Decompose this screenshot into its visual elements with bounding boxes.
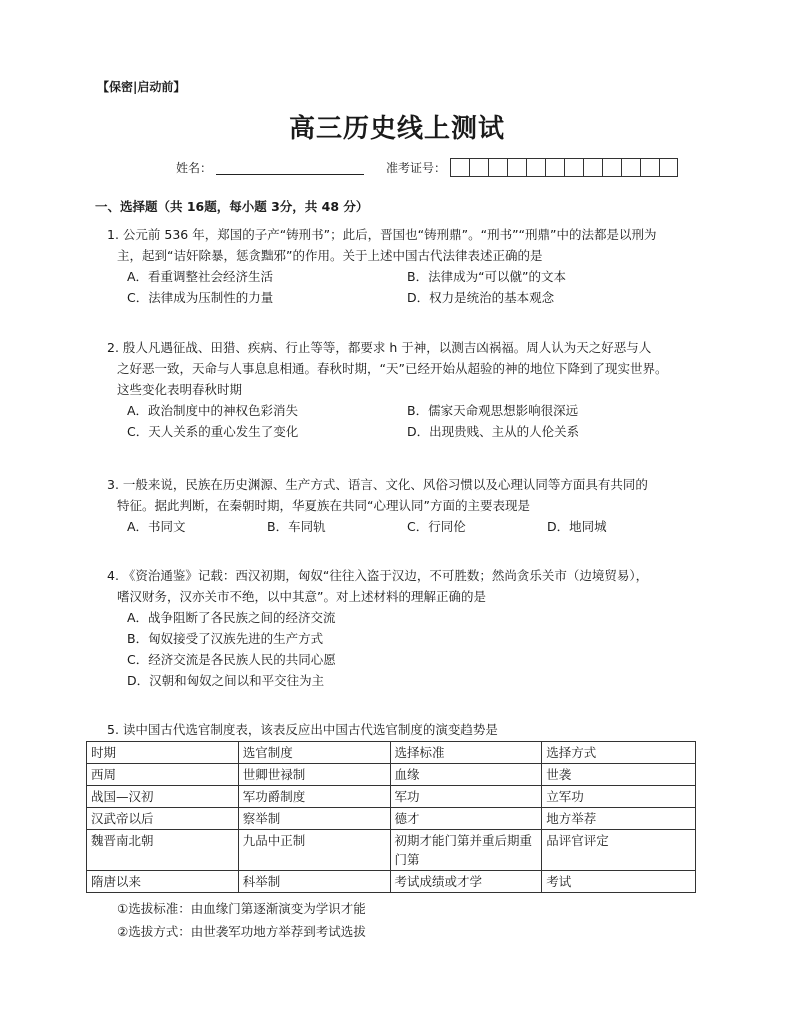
question-stem-cont: 嗜汉财务，汉亦关市不绝，以中其意”。对上述材料的理解正确的是 <box>117 589 486 604</box>
question-stem-cont: 这些变化表明春秋时期 <box>117 382 243 397</box>
table-cell: 品评官评定 <box>542 830 696 871</box>
id-box[interactable] <box>640 158 659 177</box>
option-d[interactable]: D．地同城 <box>547 519 607 534</box>
id-box[interactable] <box>564 158 583 177</box>
statements <box>117 897 366 943</box>
table-cell: 地方举荐 <box>542 808 696 830</box>
options <box>107 400 707 442</box>
table-cell: 战国—汉初 <box>87 786 239 808</box>
id-box[interactable] <box>545 158 564 177</box>
table-header: 选择标准 <box>390 742 542 764</box>
options <box>107 607 707 691</box>
table-cell: 考试成绩或才学 <box>390 871 542 893</box>
question-stem-cont: 主，起到“诘奸除暴，惩贪黜邪”的作用。关于上述中国古代法律表述正确的是 <box>117 248 543 263</box>
id-box[interactable] <box>621 158 640 177</box>
question-stem: 1. 公元前 536 年，郑国的子产“铸刑书”；此后，晋国也“铸刑鼎”。“刑书”“刑鼎”中的法都是以刑为 <box>107 227 657 242</box>
name-field[interactable] <box>216 160 364 175</box>
id-box[interactable] <box>526 158 545 177</box>
option-b[interactable]: B．儒家天命观思想影响很深远 <box>407 403 579 418</box>
statement-1: ①选拔标准：由血缘门第逐渐演变为学识才能 <box>117 901 366 916</box>
option-c[interactable]: C．经济交流是各民族人民的共同心愿 <box>127 652 336 667</box>
table-cell: 科举制 <box>238 871 390 893</box>
question-stem-cont: 特征。据此判断，在秦朝时期，华夏族在共同“心理认同”方面的主要表现是 <box>117 498 530 513</box>
id-box[interactable] <box>507 158 526 177</box>
table-cell: 魏晋南北朝 <box>87 830 239 871</box>
option-a[interactable]: A．战争阻断了各民族之间的经济交流 <box>127 610 336 625</box>
option-c[interactable]: C．法律成为压制性的力量 <box>127 290 274 305</box>
question-stem: 3. 一般来说，民族在历史渊源、生产方式、语言、文化、风俗习惯以及心理认同等方面具有共同的 <box>107 477 648 492</box>
question-stem-cont: 之好恶一致，天命与人事息息相通。春秋时期，“天”已经开始从超验的神的地位下降到了现实世界。 <box>117 361 668 376</box>
selection-system-table <box>86 741 696 893</box>
table-cell: 立军功 <box>542 786 696 808</box>
table-cell: 汉武帝以后 <box>87 808 239 830</box>
table-row <box>87 830 696 871</box>
question-3 <box>107 474 707 537</box>
table-cell: 军功爵制度 <box>238 786 390 808</box>
question-5 <box>107 719 707 740</box>
option-b[interactable]: B．法律成为“可以僦”的文本 <box>407 269 567 284</box>
table-cell: 西周 <box>87 764 239 786</box>
secret-label: 【保密|启动前】 <box>97 80 186 94</box>
table-cell: 九品中正制 <box>238 830 390 871</box>
table-cell: 初期才能门第并重后期重门第 <box>390 830 542 871</box>
question-stem: 5. 读中国古代选官制度表，该表反应出中国古代选官制度的演变趋势是 <box>107 722 498 737</box>
question-stem: 4. 《资治通鉴》记载：西汉初期，匈奴“往往入盗于汉边，不可胜数；然尚贪乐关市（边境贸易）， <box>107 568 649 583</box>
option-b[interactable]: B．匈奴接受了汉族先进的生产方式 <box>127 631 324 646</box>
table-cell: 血缘 <box>390 764 542 786</box>
table-row <box>87 786 696 808</box>
table-cell: 考试 <box>542 871 696 893</box>
options <box>107 516 707 537</box>
id-box[interactable] <box>583 158 602 177</box>
table-cell: 军功 <box>390 786 542 808</box>
name-label: 姓名： <box>176 161 213 175</box>
option-c[interactable]: C．天人关系的重心发生了变化 <box>127 424 299 439</box>
page-title: 高三历史线上测试 <box>288 114 505 144</box>
id-box[interactable] <box>488 158 507 177</box>
id-label: 准考证号： <box>386 161 447 175</box>
table-row <box>87 808 696 830</box>
section-heading: 一、选择题（共 16题，每小题 3分，共 48 分） <box>95 199 369 214</box>
question-stem: 2. 殷人凡遇征战、田猎、疾病、行止等等，都要求 h 于神，以测吉凶祸福。周人认为天之好恶与人 <box>107 340 652 355</box>
question-4 <box>107 565 707 691</box>
table-header: 选择方式 <box>542 742 696 764</box>
table-row <box>87 871 696 893</box>
option-b[interactable]: B．车同轨 <box>267 519 326 534</box>
table-header: 时期 <box>87 742 239 764</box>
table-cell: 德才 <box>390 808 542 830</box>
table-cell: 世卿世禄制 <box>238 764 390 786</box>
question-1 <box>107 224 707 308</box>
option-d[interactable]: D．出现贵贱、主从的人伦关系 <box>407 424 580 439</box>
id-number-boxes[interactable] <box>450 158 678 177</box>
option-c[interactable]: C．行同伦 <box>407 519 466 534</box>
statement-2: ②选拔方式：由世袭军功地方举荐到考试选拔 <box>117 924 366 939</box>
id-box[interactable] <box>450 158 469 177</box>
id-box[interactable] <box>659 158 678 177</box>
table-cell: 世袭 <box>542 764 696 786</box>
option-a[interactable]: A．看重调整社会经济生活 <box>127 269 274 284</box>
candidate-info <box>176 158 678 177</box>
option-d[interactable]: D．汉朝和匈奴之间以和平交往为主 <box>127 673 325 688</box>
question-2 <box>107 337 707 442</box>
options <box>107 266 707 308</box>
option-d[interactable]: D．权力是统治的基本观念 <box>407 290 555 305</box>
table-header: 选官制度 <box>238 742 390 764</box>
id-box[interactable] <box>602 158 621 177</box>
option-a[interactable]: A．政治制度中的神权色彩消失 <box>127 403 299 418</box>
table-header-row <box>87 742 696 764</box>
table-cell: 察举制 <box>238 808 390 830</box>
option-a[interactable]: A．书同文 <box>127 519 186 534</box>
id-box[interactable] <box>469 158 488 177</box>
table-row <box>87 764 696 786</box>
table-cell: 隋唐以来 <box>87 871 239 893</box>
